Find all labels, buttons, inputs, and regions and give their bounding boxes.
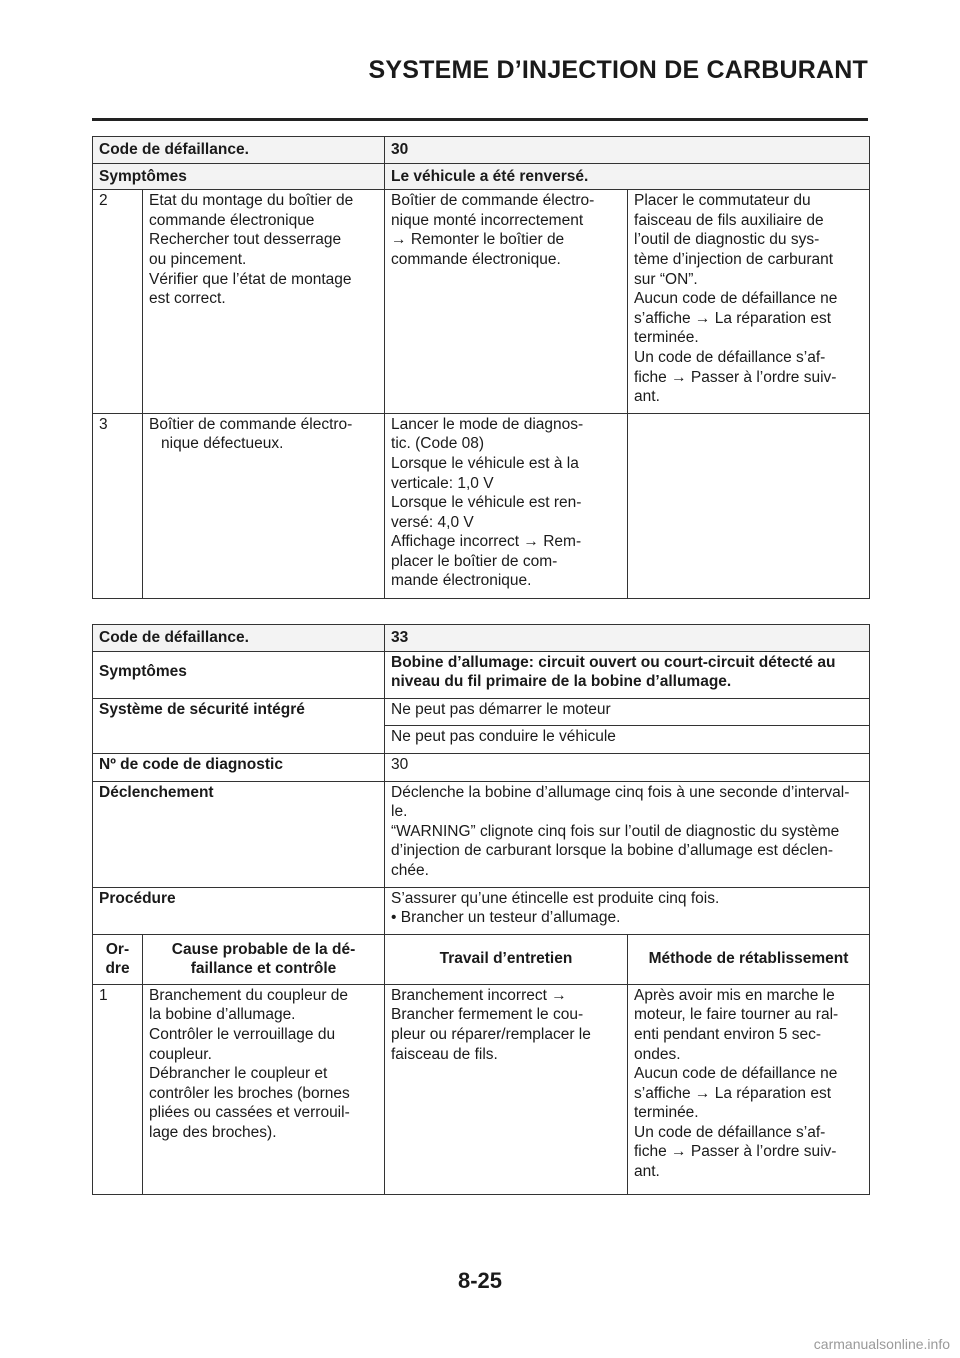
method-line: ant. [634, 388, 660, 406]
cause-line: est correct. [149, 290, 226, 308]
column-header-line: faillance et contrôle [190, 960, 337, 978]
cause-line: Branchement du coupleur de [149, 986, 349, 1004]
symptom-line: niveau du fil primaire de la bobine d’allumage. [391, 673, 732, 691]
work-line: Lorsque le véhicule est à la [391, 454, 579, 472]
method-line: Après avoir mis en marche le [634, 986, 835, 1004]
procedure-line: S’assurer qu’une étincelle est produite cinq fois. [391, 889, 720, 907]
page-number: 8-25 [457, 1268, 503, 1293]
trigger-line: “WARNING” clignote cinq fois sur l’outil de diagnostic du système [391, 822, 840, 840]
symptom-value [385, 651, 870, 698]
work-line: verticale: 1,0 V [391, 474, 494, 492]
work-cell [385, 413, 628, 598]
trigger-line: Déclenche la bobine d’allumage cinq fois à une seconde d’interval- [391, 783, 850, 801]
procedure-label: Procédure [93, 887, 385, 934]
method-line: sur “ON”. [634, 270, 698, 288]
work-line: Lancer le mode de diagnos- [391, 415, 584, 433]
method-line: Un code de défaillance s’af- [634, 348, 826, 366]
order-cell: 2 [93, 190, 143, 414]
method-line: Aucun code de défaillance ne [634, 1065, 838, 1083]
symptom-value: Le véhicule a été renversé. [385, 163, 870, 190]
cause-line: commande électronique [149, 211, 315, 229]
column-header-work: Travail d’entretien [385, 934, 628, 984]
method-line: s’affiche → La réparation est [634, 1084, 832, 1102]
work-line: Lorsque le véhicule est ren- [391, 494, 582, 512]
work-cell [385, 190, 628, 414]
cause-line: pliées ou cassées et verrouil- [149, 1104, 350, 1122]
cause-line: Rechercher tout desserrage [149, 231, 342, 249]
safety-value: Ne peut pas conduire le véhicule [385, 726, 870, 754]
method-line: l’outil de diagnostic du sys- [634, 231, 820, 249]
page-header-title: SYSTEME D’INJECTION DE CARBURANT [368, 56, 868, 84]
code-value: 30 [385, 137, 870, 164]
trigger-line: le. [391, 803, 408, 821]
method-line: Aucun code de défaillance ne [634, 290, 838, 308]
method-cell [628, 984, 870, 1194]
method-cell [628, 190, 870, 414]
cause-cell [143, 984, 385, 1194]
table-row [93, 137, 870, 164]
cause-line: coupleur. [149, 1045, 212, 1063]
table-row [93, 984, 870, 1194]
work-line: Brancher fermement le cou- [391, 1006, 584, 1024]
column-header-order [93, 934, 143, 984]
trigger-value [385, 781, 870, 887]
cause-line: la bobine d’allumage. [149, 1006, 296, 1024]
table-row [93, 651, 870, 698]
watermark-text: carmanualsonline.info [813, 1336, 950, 1352]
column-header-method: Méthode de rétablissement [628, 934, 870, 984]
cause-line: lage des broches). [149, 1123, 277, 1141]
table-row [93, 413, 870, 598]
table-row [93, 753, 870, 781]
column-header-line: Cause probable de la dé- [171, 940, 356, 958]
cause-line: ou pincement. [149, 250, 247, 268]
method-line: ant. [634, 1163, 660, 1181]
column-header-line: Or- [105, 940, 130, 958]
diag-value: 30 [385, 753, 870, 781]
symptom-line: Bobine d’allumage: circuit ouvert ou court-circuit détecté au [391, 653, 836, 671]
symptom-label: Symptômes [93, 163, 385, 190]
method-line: terminée. [634, 329, 699, 347]
table-row [93, 934, 870, 984]
work-line: faisceau de fils. [391, 1045, 498, 1063]
safety-value: Ne peut pas démarrer le moteur [385, 698, 870, 726]
trigger-line: d’injection de carburant lorsque la bobine d’allumage est déclen- [391, 842, 834, 860]
cause-line: Etat du montage du boîtier de [149, 192, 354, 210]
method-line: enti pendant environ 5 sec- [634, 1025, 821, 1043]
column-header-cause [143, 934, 385, 984]
cause-line: Vérifier que l’état de montage [149, 270, 352, 288]
fault-table-30 [92, 136, 870, 599]
work-line: commande électronique. [391, 250, 561, 268]
table-row [93, 625, 870, 652]
work-line: mande électronique. [391, 572, 532, 590]
order-cell: 3 [93, 413, 143, 598]
work-cell [385, 984, 628, 1194]
cause-line: Contrôler le verrouillage du [149, 1025, 336, 1043]
cause-line: contrôler les broches (bornes [149, 1084, 350, 1102]
method-line: moteur, le faire tourner au ral- [634, 1006, 839, 1024]
work-line: Branchement incorrect → [391, 986, 567, 1004]
table-row [93, 698, 870, 726]
work-line: tic. (Code 08) [391, 435, 485, 453]
method-line: Placer le commutateur du [634, 192, 811, 210]
method-line: fiche → Passer à l’ordre suiv- [634, 1143, 837, 1161]
table-row [93, 163, 870, 190]
fault-table-33 [92, 624, 870, 1195]
code-label: Code de défaillance. [93, 625, 385, 652]
method-line: s’affiche → La réparation est [634, 309, 832, 327]
method-line: ondes. [634, 1045, 681, 1063]
method-line: tème d’injection de carburant [634, 250, 834, 268]
symptom-label: Symptômes [93, 651, 385, 698]
header-rule [92, 118, 868, 121]
table-row [93, 190, 870, 414]
work-line: pleur ou réparer/remplacer le [391, 1025, 591, 1043]
cause-cell [143, 190, 385, 414]
work-line: Boîtier de commande électro- [391, 192, 595, 210]
work-line: placer le boîtier de com- [391, 552, 558, 570]
cause-line: nique défectueux. [161, 435, 284, 453]
work-line: Affichage incorrect → Rem- [391, 533, 582, 551]
method-cell [628, 413, 870, 598]
table-row [93, 781, 870, 887]
method-line: Un code de défaillance s’af- [634, 1123, 826, 1141]
method-line: fiche → Passer à l’ordre suiv- [634, 368, 837, 386]
cause-line: Boîtier de commande électro- [149, 415, 353, 433]
column-header-line: dre [105, 960, 130, 978]
diag-label: Nº de code de diagnostic [93, 753, 385, 781]
code-label: Code de défaillance. [93, 137, 385, 164]
safety-label: Système de sécurité intégré [93, 698, 385, 753]
procedure-value [385, 887, 870, 934]
method-line: terminée. [634, 1104, 699, 1122]
cause-cell [143, 413, 385, 598]
method-line: faisceau de fils auxiliaire de [634, 211, 824, 229]
trigger-label: Déclenchement [93, 781, 385, 887]
work-line: nique monté incorrectement [391, 211, 584, 229]
trigger-line: chée. [391, 861, 429, 879]
work-line: → Remonter le boîtier de [391, 231, 565, 249]
order-cell: 1 [93, 984, 143, 1194]
work-line: versé: 4,0 V [391, 513, 474, 531]
table-row [93, 887, 870, 934]
cause-line: Débrancher le coupleur et [149, 1065, 328, 1083]
procedure-line: • Brancher un testeur d’allumage. [391, 909, 621, 927]
code-value: 33 [385, 625, 870, 652]
